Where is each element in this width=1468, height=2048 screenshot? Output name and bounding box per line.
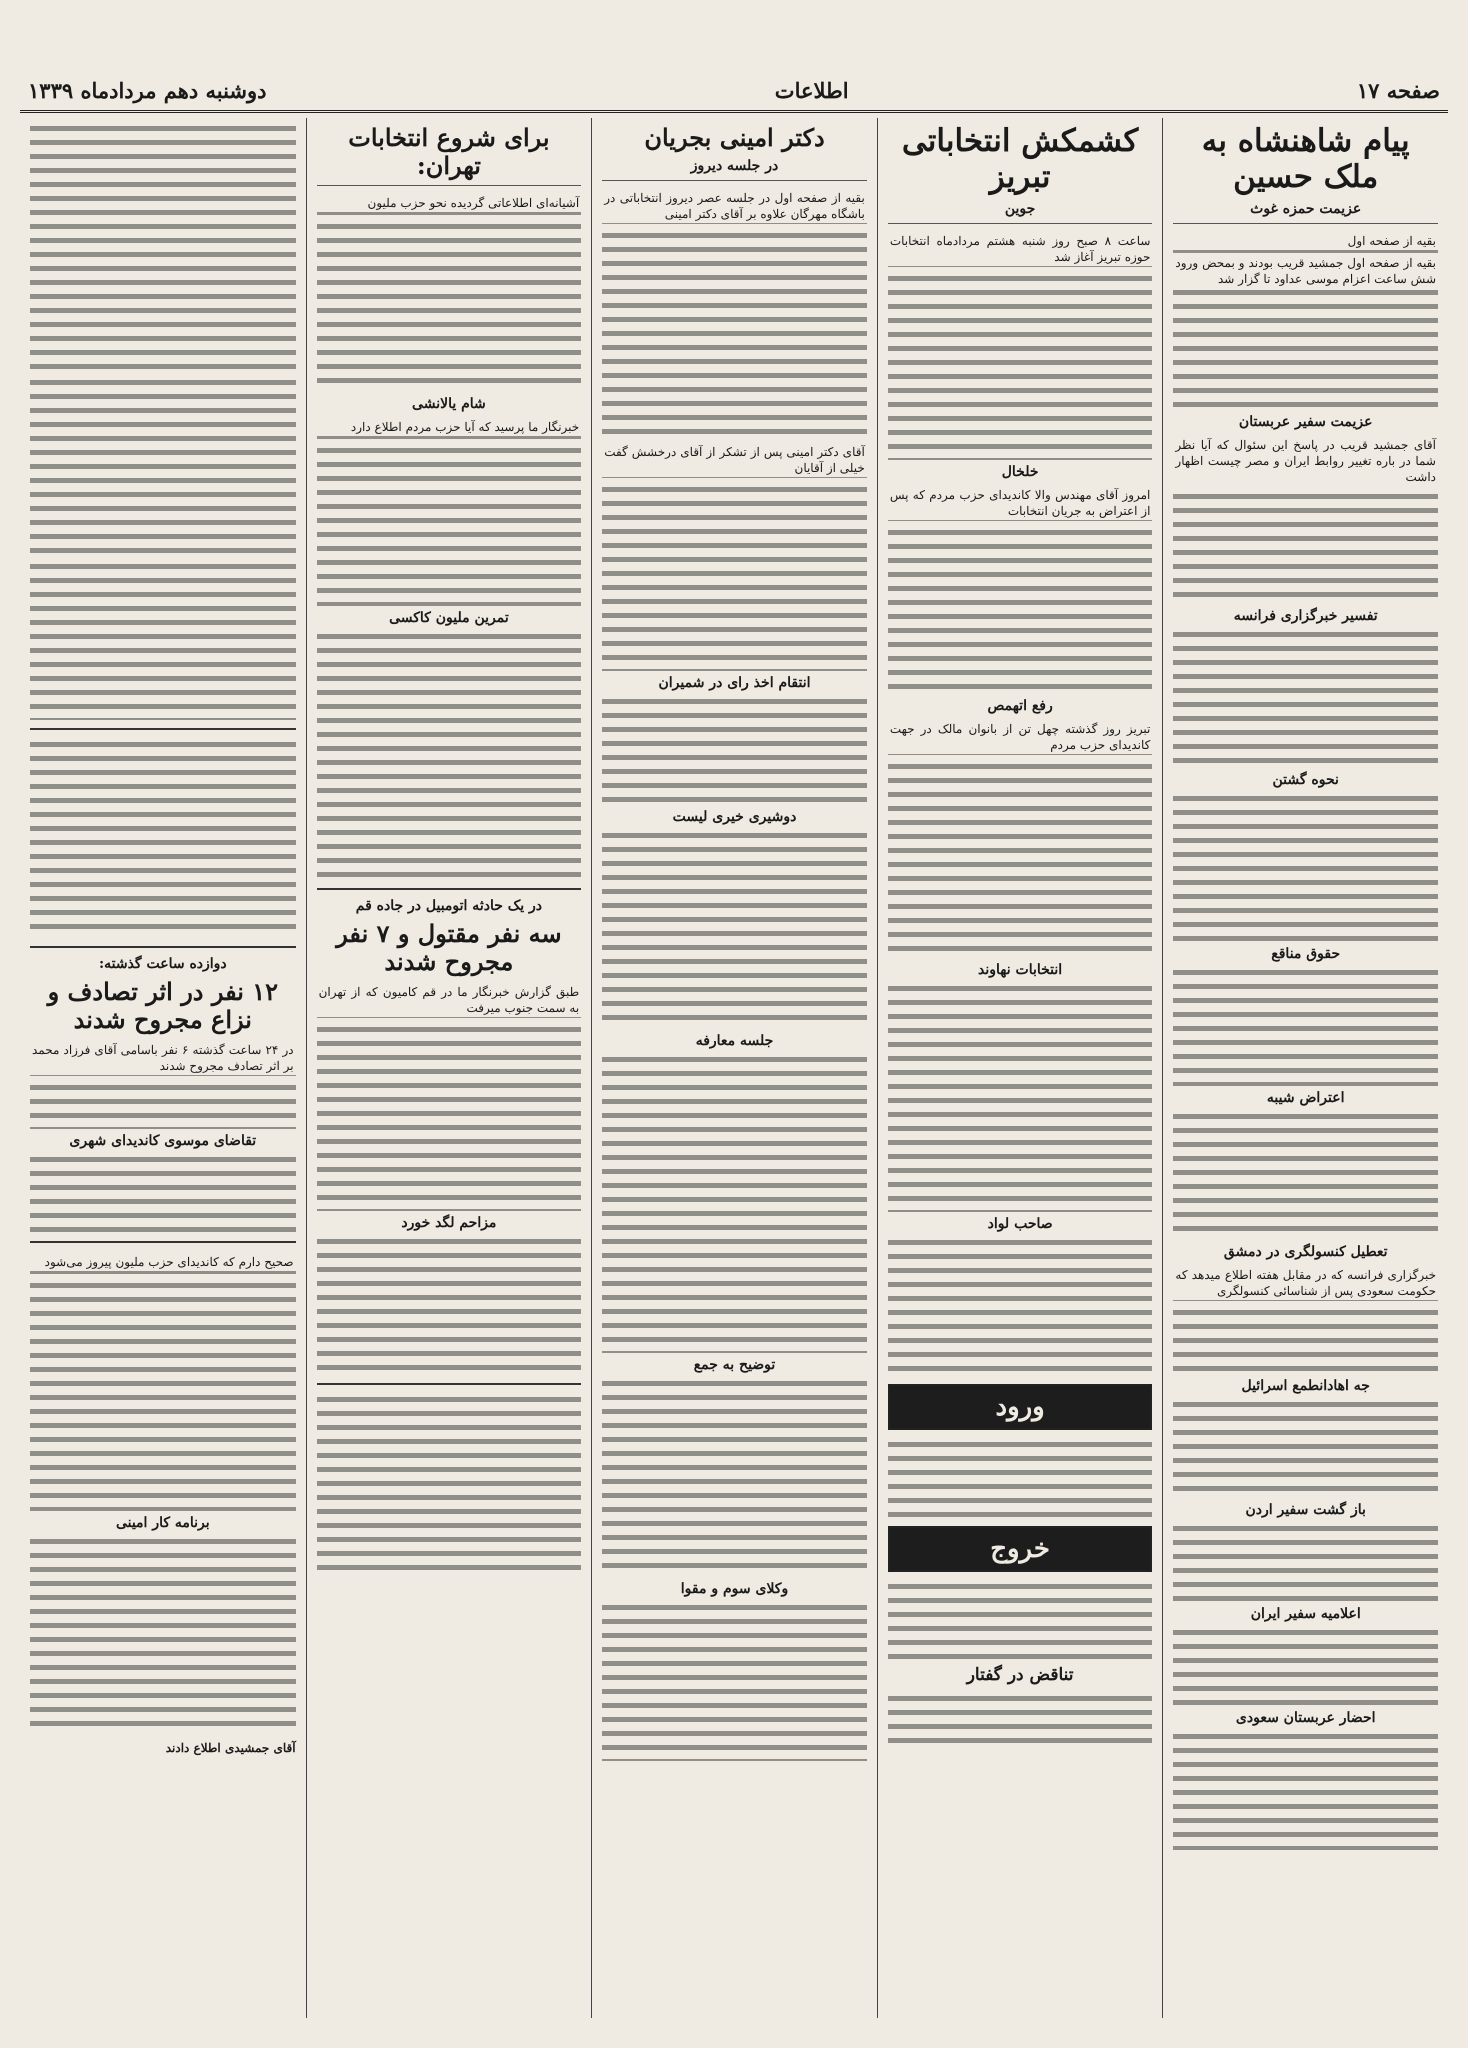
article-text [30,1251,296,1511]
page-header [20,70,1448,113]
column-3 [591,118,877,2018]
article-text [602,1377,867,1577]
issue-date: دوشنبه دهم مردادماه ۱۳۳۹ [28,77,267,103]
article-text [888,718,1153,958]
section-heading: جه اهادانطمع اسرائیل [1241,1378,1370,1395]
paragraph: ساعت ۸ صبح روز شنبه هشتم مردادماه انتخابات حوزه تبریز آغاز شد [889,234,1151,265]
article-text [602,1601,867,1761]
article-text [317,416,582,606]
article-text [1173,434,1438,604]
column-4 [306,118,592,2018]
article-text [30,376,296,556]
article-text [1173,792,1438,942]
section-heading: توضیح به جمع [693,1356,776,1373]
headline-amini: دکتر امینی بجریان [644,123,825,152]
paragraph: طبق گزارش خبرنگار ما در قم کامیون که از تهران به سمت جنوب میرفت [318,985,580,1016]
section-heading: رفع اتهمص [987,698,1053,715]
column-2 [877,118,1163,2018]
headline-contradiction: تناقض در گفتار [966,1665,1074,1686]
article-text [1173,1110,1438,1240]
section-heading: عزیمت سفیر عربستان [1238,414,1373,431]
article-text [1173,1522,1438,1602]
paragraph: آقای دکتر امینی پس از تشکر از آقای درخشش گفت خیلی از آقایان [604,444,865,475]
article-text [1173,628,1438,768]
past-24h: دوازده ساعت گذشته: [98,956,227,972]
section-heading: انتقام اخذ رای در شمیران [658,674,811,691]
paragraph: خبرنگار ما پرسید که آیا حزب مردم اطلاع دارد [317,418,582,436]
article-text [602,441,867,671]
headline-tabriz: کشمکش انتخاباتی تبریز [901,123,1139,195]
article-text [30,1039,296,1129]
section-heading: شام یالانشی [412,396,486,413]
page-number: صفحه ۱۷ [1356,77,1440,103]
section-heading: مزاحم لگد خورد [401,1215,497,1232]
article-text [1173,1626,1438,1706]
column-5 [20,118,306,2018]
article-text [602,829,867,1029]
section-heading: وکلای سوم و مقوا [680,1580,789,1597]
byline-jovin: جوین [1004,201,1036,218]
article-text [602,187,867,437]
box-departure: خروج [888,1526,1153,1572]
columns [20,118,1448,2018]
article-text [1173,1398,1438,1498]
article-text [317,630,582,880]
paragraph: تبریز روز گذشته چهل تن از بانوان مالک در جهت کاندیدای حزب مردم [889,722,1151,753]
section-heading: خلخال [1001,464,1039,481]
article-text [1173,1264,1438,1374]
section-heading: انتخابات نهاوند [978,962,1063,979]
article-text [888,1236,1153,1376]
article-text [888,484,1153,694]
section-heading: دوشیری خیری لیست [672,808,797,825]
paragraph: بقیه از صفحه اول [1173,232,1438,250]
section-heading: برنامه کار امینی [115,1515,210,1532]
article-text [317,1393,582,1573]
paragraph: بقیه از صفحه اول جمشید قریب بودند و بمحض ورود شش ساعت اعزام موسی عداود تا گزار شد [1175,256,1436,287]
article-text [317,192,582,392]
footer-note: آقای جمشیدی اطلاع دادند [165,1741,296,1756]
article-text [30,738,296,938]
article-text [1173,230,1438,410]
article-text [30,122,296,372]
paragraph: آشیانه‌ای اطلاعاتی گردیده نحو حزب ملیون [317,194,582,212]
article-text [888,1692,1153,1752]
section-heading: اعلامیه سفیر ایران [1250,1606,1361,1623]
article-text [888,982,1153,1212]
article-text [888,1580,1153,1660]
article-text [1173,966,1438,1086]
section-heading: باز گشت سفیر اردن [1245,1502,1366,1519]
section-heading: حقوق مناقع [1271,946,1341,963]
section-heading: اعتراض شیبه [1266,1090,1345,1107]
article-text [30,1535,296,1735]
article-text [1173,1730,1438,1850]
article-text [317,981,582,1211]
headline-royal-message: پیام شاهنشاه به ملک حسین [1201,123,1410,195]
paragraph: بقیه از صفحه اول در جلسه عصر دیروز انتخاباتی در باشگاه مهرگان علاوه بر آقای دکتر امینی [604,190,865,221]
byline-hamze: عزیمت حمزه غوث [1250,201,1362,218]
headline-accident: سه نفر مقتول و ۷ نفر مجروح شدند [336,919,562,976]
paragraph: در ۲۴ ساعت گذشته ۶ نفر باسامی آقای فرزاد محمد بر اثر تصادف مجروح شدند [32,1043,294,1074]
section-heading: نحوه گشتن [1272,772,1339,789]
article-text [317,1235,582,1375]
headline-12-injured: ۱۲ نفر در اثر تصادف و نزاع مجروح شدند [47,977,279,1034]
accident-note: در یک حادثه اتومبیل در جاده قم [355,898,543,915]
section-heading: صاحب لواد [987,1216,1053,1233]
paragraph: آقای جمشید قریب در پاسخ این سئوال که آیا نظر شما در باره تغییر روابط ایران و مصر چیست اظهار داشت [1175,438,1436,485]
paragraph: صحیح دارم که کاندیدای حزب ملیون پیروز می‌شود [30,1253,296,1271]
article-text [888,230,1153,460]
section-heading: تقاضای موسوی کاندیدای شهری [69,1133,257,1150]
newspaper-name: اطلاعات [774,77,849,103]
paragraph: امروز آقای مهندس والا کاندیدای حزب مردم که پس از اعتراض به جریان انتخابات [889,488,1151,519]
sub-yesterday-session: در جلسه دیروز [690,157,779,174]
article-text [602,695,867,805]
article-text [602,1053,867,1353]
section-heading: تمرین ملیون کاکسی [389,610,509,627]
section-heading: جلسه معارفه [695,1032,774,1049]
section-heading: تعطیل کنسولگری در دمشق [1223,1244,1388,1261]
column-1 [1162,118,1448,2018]
paragraph: خبرگزاری فرانسه که در مقابل هفته اطلاع میدهد که حکومت سعودی پس از شناسائی کنسولگری [1175,1268,1436,1299]
box-arrival: ورود [888,1384,1153,1430]
headline-tehran-elections: برای شروع انتخابات تهران: [348,123,550,180]
article-text [888,1438,1153,1518]
article-text [30,560,296,720]
article-text [30,1153,296,1233]
section-heading: احضار عربستان سعودی [1235,1710,1376,1727]
section-heading: تفسیر خبرگزاری فرانسه [1233,608,1378,625]
